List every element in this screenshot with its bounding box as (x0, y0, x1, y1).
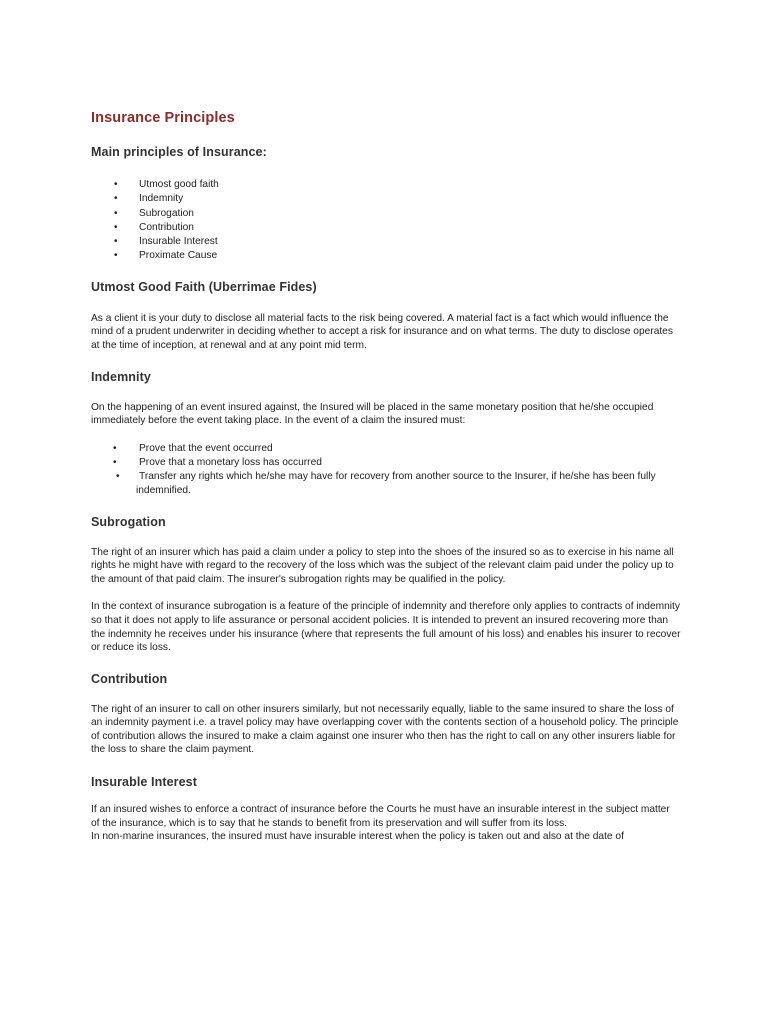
bullet-icon: • (114, 236, 118, 248)
bullet-icon: • (113, 442, 117, 454)
list-item: • Subrogation (91, 207, 681, 221)
insurable-interest-paragraph-1: If an insured wishes to enforce a contract of insurance before the Courts he must have an insurable interest in the subject matter of the insurance, which is to say that he stands to benefit from its preservation and will suffer from its loss. (91, 804, 670, 829)
indemnity-heading: Indemnity (91, 369, 151, 384)
list-item: • Transfer any rights which he/she may have for recovery from another source to the Insurer, if he/she has been fully indemnified. (91, 470, 681, 497)
insurable-interest-heading: Insurable Interest (91, 775, 197, 790)
page-title: Insurance Principles (91, 110, 235, 126)
list-item: • Prove that a monetary loss has occurred (91, 456, 681, 470)
bullet-icon: • (114, 221, 118, 233)
subrogation-paragraph-2: In the context of insurance subrogation is a feature of the principle of indemnity and therefore only applies to contracts of indemnity so that it does not apply to life assurance or personal accident policies. It is intended to prevent an insured recovering more than the indemnity he receives under his insurance (where that represents the full amount of his loss) and enables his insurer to recover or reduce its loss. (91, 601, 681, 654)
main-principles-heading: Main principles of Insurance: (91, 145, 267, 159)
list-item: • Proximate Cause (91, 249, 681, 263)
bullet-icon: • (114, 250, 118, 262)
subrogation-paragraph-1: The right of an insurer which has paid a claim under a policy to step into the shoes of the insured so as to exercise in his name all rights he might have with regard to the recovery of the loss which was the subject of the relevant claim paid under the policy up to the amount of that paid claim. The insurer's subrogation rights may be qualified in the policy. (91, 546, 674, 585)
list-item: • Indemnity (91, 192, 681, 206)
list-item: • Contribution (91, 221, 681, 235)
contribution-heading: Contribution (91, 671, 168, 686)
indemnity-requirements-list (91, 442, 681, 498)
subrogation-heading: Subrogation (91, 514, 166, 529)
utmost-good-faith-heading: Utmost Good Faith (Uberrimae Fides) (91, 279, 317, 294)
document-page (91, 110, 681, 844)
list-item: • Insurable Interest (91, 235, 681, 249)
contribution-paragraph: The right of an insurer to call on other insurers similarly, but not necessarily equally, liable to the same insured to share the loss of an indemnity payment i.e. a travel policy may have overlapping cover with the contents section of a household policy. The principle of contribution allows the insured to make a claim against one insurer who then has the right to call on any other insurers liable for the loss to share the claim payment. (91, 703, 679, 756)
list-item: • Prove that the event occurred (91, 442, 681, 456)
bullet-icon: • (114, 193, 118, 205)
principles-list (91, 178, 681, 264)
bullet-icon: • (116, 471, 120, 483)
indemnity-paragraph: On the happening of an event insured against, the Insured will be placed in the same monetary position that he/she occupied immediately before the event taking place. In the event of a claim the insured must: (91, 401, 654, 427)
list-item: • Utmost good faith (91, 178, 681, 192)
utmost-good-faith-paragraph: As a client it is your duty to disclose all material facts to the risk being covered. A material fact is a fact which would influence the mind of a prudent underwriter in deciding whether to accept a risk for insurance and on what terms. The duty to disclose operates at the time of inception, at renewal and at any point mid term. (91, 312, 673, 351)
bullet-icon: • (114, 179, 118, 190)
bullet-icon: • (113, 457, 117, 469)
insurable-interest-paragraph-2: In non-marine insurances, the insured must have insurable interest when the policy is taken out and also at the date of (91, 831, 624, 843)
bullet-icon: • (114, 207, 118, 219)
